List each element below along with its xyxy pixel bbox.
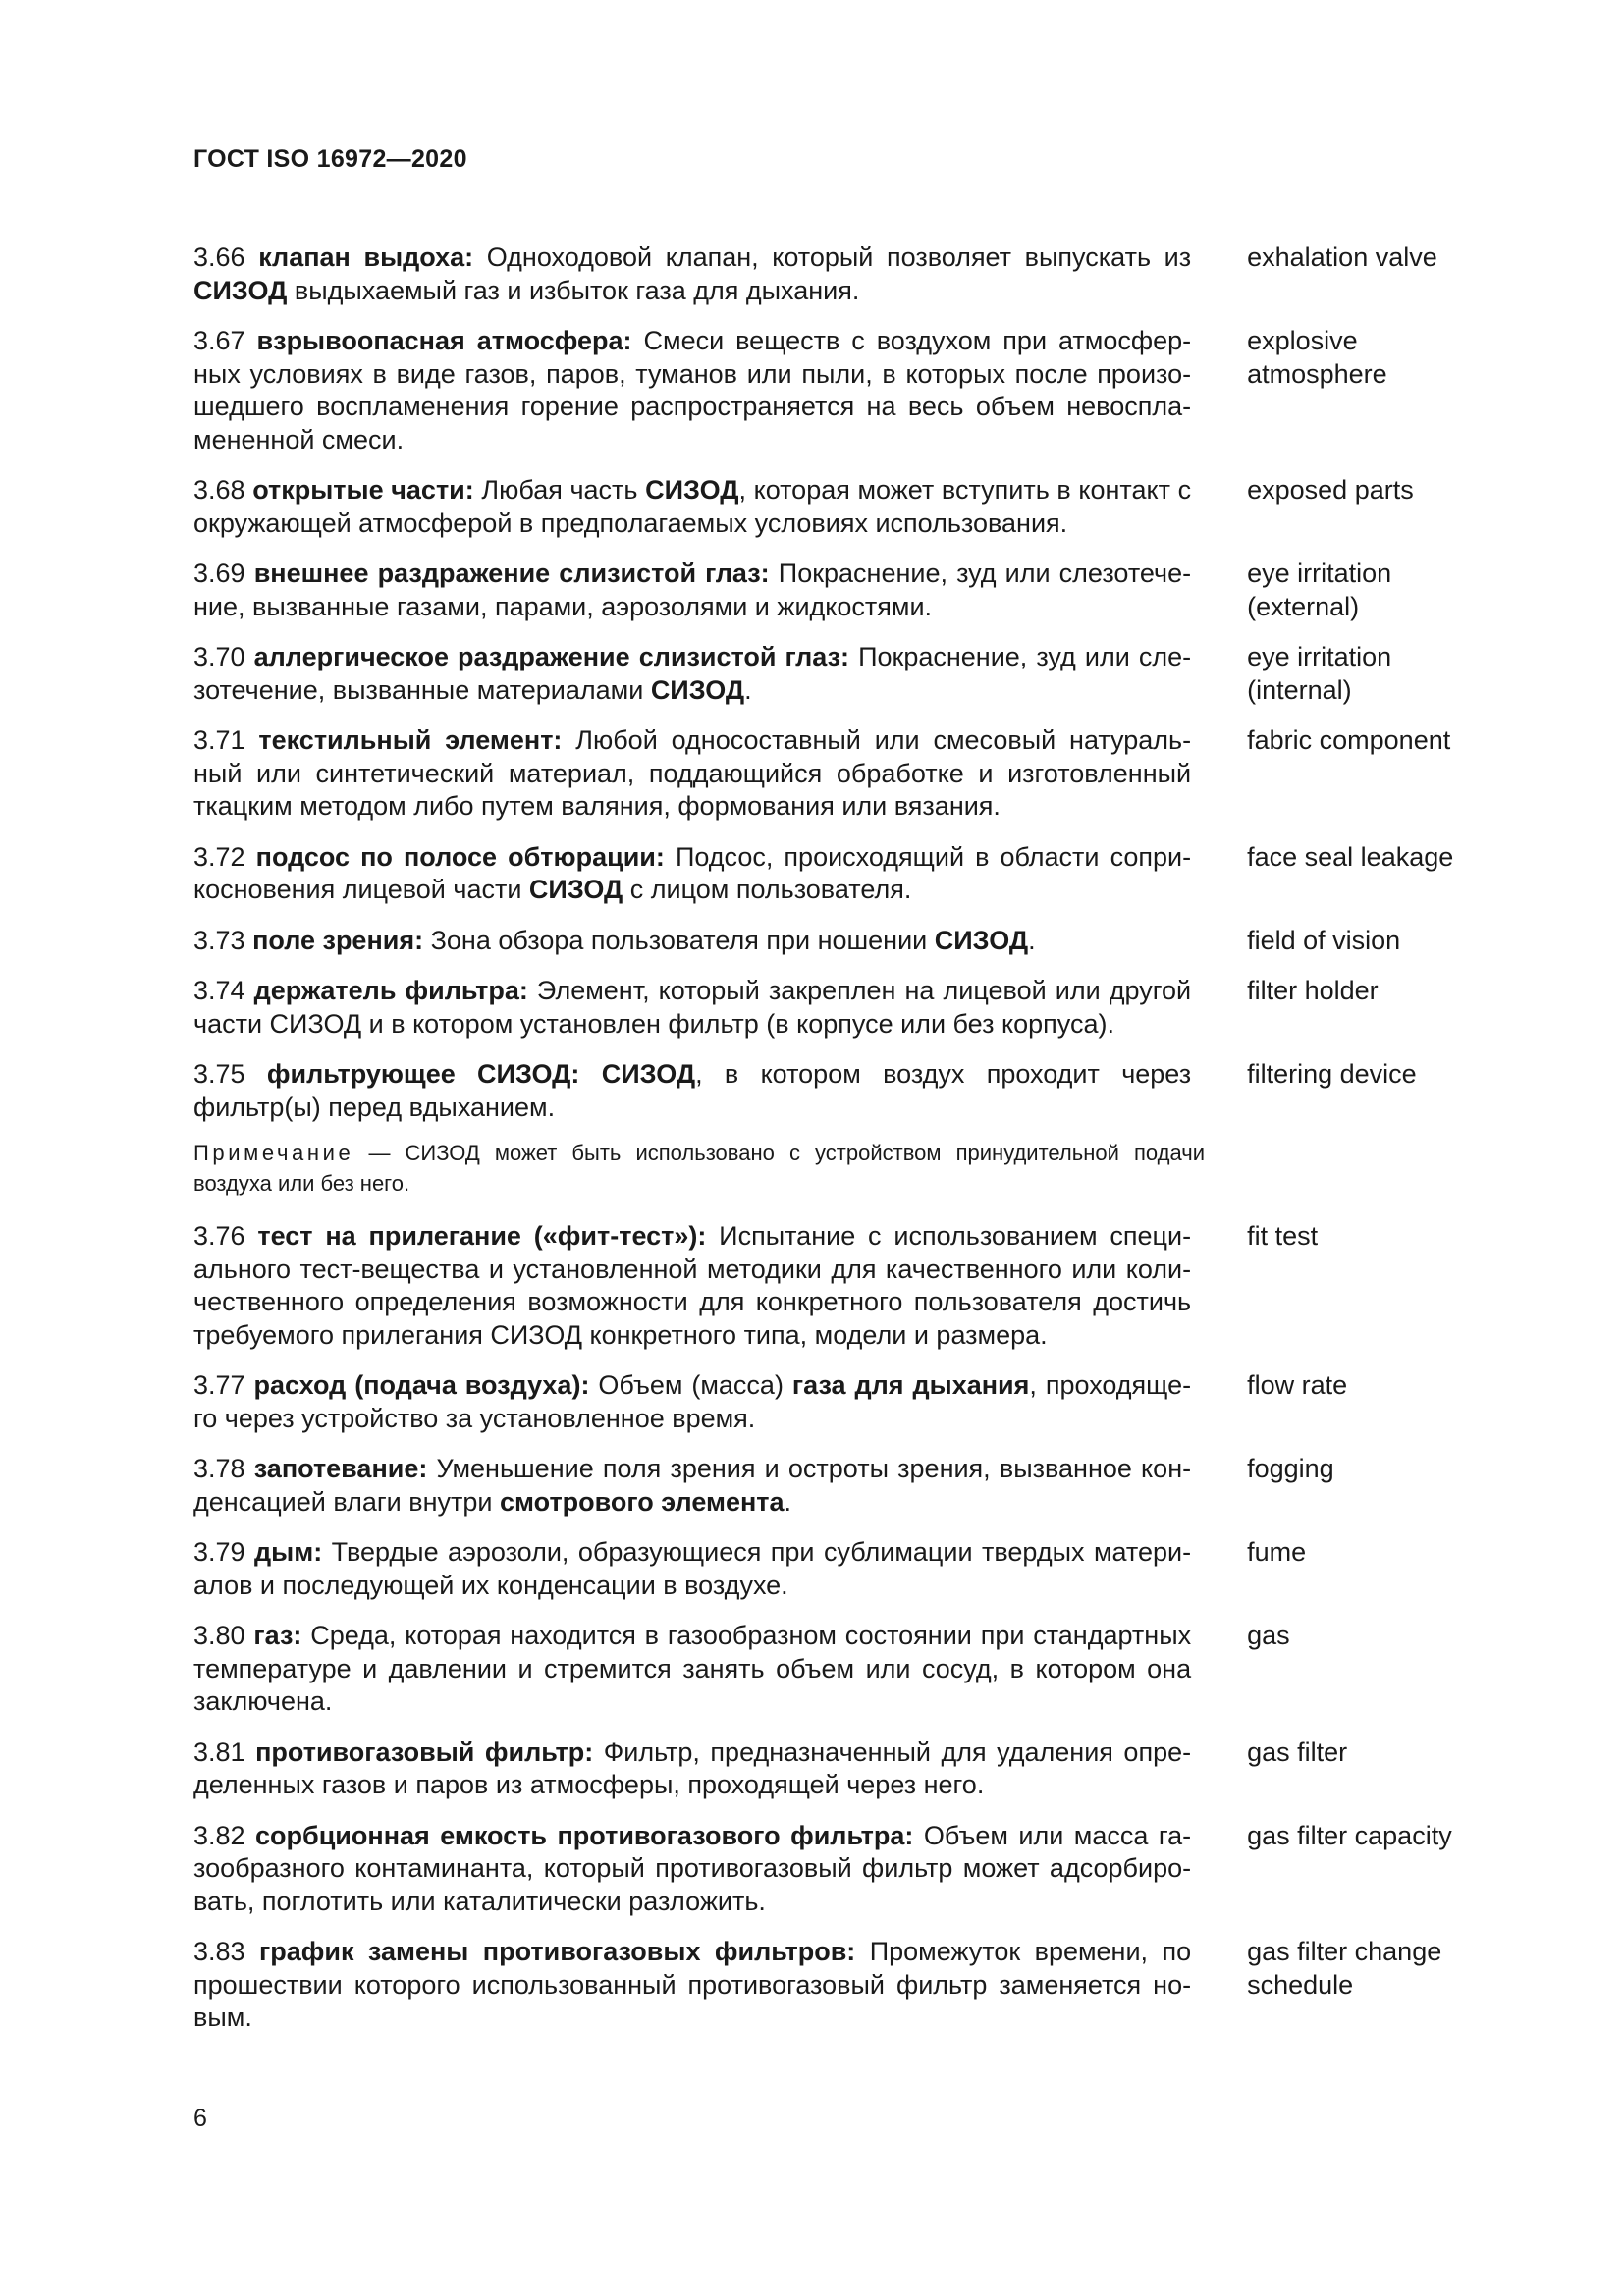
term-name: держатель фильтра: (253, 976, 528, 1005)
note (193, 1138, 1205, 1199)
term-definition: 3.67 взрывоопасная атмосфера: Смеси веществ с воздухом при атмосфер-ных условиях в виде газов, паров, туманов или пыли, в которых после произо-шедшего воспламенения горение распространяется на весь объем невоспла-мененной смеси. (193, 326, 1192, 454)
term-definition: 3.83 график замены противогазовых фильтров: Промежуток времени, по прошествии которого использованный противогазовый фильтр заменяется но-вым. (193, 1937, 1192, 2032)
english-equivalent: exhalation valve (1247, 242, 1437, 272)
term-name: внешнее раздражение слизистой глаз: (253, 559, 770, 588)
term-definition: 3.72 подсос по полосе обтюрации: Подсос, происходящий в области сопри-косновения лицевой части СИЗОД с лицом пользователя. (193, 841, 1192, 904)
term-definition: 3.73 поле зрения: Зона обзора пользователя при ношении СИЗОД. (193, 925, 1036, 955)
term-number: 3.73 (193, 925, 245, 955)
note-label: Примечание (193, 1141, 354, 1165)
term-definition: 3.76 тест на прилегание («фит-тест»): Испытание с использованием специ-ального тест-вещества и установленной методики для качественного или коли-чественного определения возможности для конкретного пользователя достичь требуемого прилегания СИЗОД конкретного типа, модели и размера. (193, 1221, 1192, 1350)
term-definition: 3.71 текстильный элемент: Любой односоставный или смесовый натураль-ный или синтетический материал, поддающийся обработке и изготовленный ткацким методом либо путем валяния, формования или вязания. (193, 725, 1192, 821)
term-entry (193, 1936, 1470, 2035)
term-name: подсос по полосе обтюрации: (255, 841, 665, 872)
term-definition: 3.69 внешнее раздражение слизистой глаз: Покраснение, зуд или слезотече-ние, вызванные газами, парами, аэрозолями и жидкостями. (193, 559, 1192, 621)
term-name: открытые части: (252, 475, 474, 505)
term-name: расход (подача воздуха): (253, 1370, 590, 1400)
english-equivalent: fabric component (1247, 725, 1451, 755)
english-equivalent: eye irritation (internal) (1247, 642, 1392, 705)
terms-list (193, 241, 1470, 2053)
term-entry (193, 724, 1470, 824)
term-entry (193, 1736, 1470, 1802)
term-number: 3.82 (193, 1820, 245, 1850)
term-number: 3.76 (193, 1221, 245, 1251)
term-entry (193, 925, 1470, 958)
term-definition: 3.81 противогазовый фильтр: Фильтр, предназначенный для удаления опре-деленных газов и паров из атмосферы, проходящей через него. (193, 1736, 1192, 1799)
term-entry (193, 325, 1470, 456)
term-name: дым: (254, 1537, 323, 1567)
term-name: поле зрения: (252, 925, 424, 955)
term-entry (193, 841, 1470, 907)
term-number: 3.81 (193, 1736, 245, 1767)
term-name: аллергическое раздражение слизистой глаз: (253, 642, 850, 671)
term-name: запотевание: (253, 1454, 428, 1483)
term-number: 3.74 (193, 976, 245, 1005)
term-definition: 3.79 дым: Твердые аэрозоли, образующиеся при сублимации твердых матери-алов и последующей их конденсации в воздухе. (193, 1537, 1192, 1600)
term-number: 3.70 (193, 642, 245, 671)
term-name: график замены противогазовых фильтров: (259, 1937, 856, 1966)
term-number: 3.67 (193, 326, 245, 355)
english-equivalent: gas filter capacity (1247, 1820, 1452, 1850)
term-entry (193, 975, 1470, 1041)
term-definition: 3.70 аллергическое раздражение слизистой глаз: Покраснение, зуд или сле-зотечение, вызванные материалами СИЗОД. (193, 642, 1192, 705)
term-definition: 3.68 открытые части: Любая часть СИЗОД, которая может вступить в контакт с окружающей атмосферой в предполагаемых условиях использования. (193, 475, 1192, 538)
english-equivalent: gas (1247, 1621, 1290, 1650)
term-name: противогазовый фильтр: (255, 1736, 594, 1767)
term-definition: 3.75 фильтрующее СИЗОД: СИЗОД, в котором воздух проходит через фильтр(ы) перед вдыханием. (193, 1059, 1192, 1122)
term-number: 3.79 (193, 1537, 245, 1567)
term-entry (193, 474, 1470, 540)
term-number: 3.69 (193, 559, 245, 588)
term-definition: 3.82 сорбционная емкость противогазового фильтра: Объем или масса га-зообразного контаминанта, который противогазовый фильтр может адсорбиро-вать, поглотить или каталитически разложить. (193, 1820, 1192, 1916)
english-equivalent: explosive atmosphere (1247, 326, 1387, 389)
term-entry (193, 558, 1470, 623)
term-number: 3.78 (193, 1454, 245, 1483)
english-equivalent: field of vision (1247, 925, 1401, 955)
term-number: 3.72 (193, 841, 245, 872)
english-equivalent: filter holder (1247, 976, 1379, 1005)
term-name: фильтрующее СИЗОД: (266, 1059, 580, 1089)
term-entry (193, 1820, 1470, 1919)
term-entry (193, 641, 1470, 707)
note-text: — СИЗОД может быть использовано с устройством принудительной подачи воздуха или без него. (193, 1141, 1205, 1196)
term-entry (193, 1369, 1470, 1435)
term-entry (193, 1220, 1470, 1352)
term-number: 3.75 (193, 1059, 245, 1089)
term-number: 3.83 (193, 1937, 245, 1966)
term-definition: 3.80 газ: Среда, которая находится в газообразном состоянии при стандартных температуре и давлении и стремится занять объем или сосуд, в котором она заключена. (193, 1621, 1192, 1716)
english-equivalent: eye irritation (external) (1247, 559, 1392, 621)
term-number: 3.77 (193, 1370, 245, 1400)
term-entry (193, 241, 1470, 307)
english-equivalent: face seal leakage (1247, 841, 1454, 872)
term-definition: 3.66 клапан выдоха: Одноходовой клапан, который позволяет выпускать из СИЗОД выдыхаемый газ и избыток газа для дыхания. (193, 242, 1192, 305)
term-name: взрывоопасная атмосфера: (256, 326, 632, 355)
term-definition: 3.74 держатель фильтра: Элемент, который закреплен на лицевой или другой части СИЗОД и в котором установлен фильтр (в корпусе или без корпуса). (193, 976, 1192, 1039)
english-equivalent: gas filter change schedule (1247, 1937, 1442, 2000)
term-number: 3.80 (193, 1621, 245, 1650)
term-entry (193, 1620, 1470, 1719)
english-equivalent: fume (1247, 1537, 1307, 1567)
term-name: сорбционная емкость противогазового фильтра: (255, 1820, 914, 1850)
english-equivalent: fogging (1247, 1454, 1334, 1483)
term-name: тест на прилегание («фит-тест»): (257, 1221, 707, 1251)
term-entry (193, 1058, 1470, 1124)
term-number: 3.71 (193, 725, 245, 755)
term-entry (193, 1536, 1470, 1602)
document-header: ГОСТ ISO 16972—2020 (193, 145, 467, 173)
english-equivalent: gas filter (1247, 1736, 1348, 1767)
term-name: газ: (253, 1621, 302, 1650)
english-equivalent: filtering device (1247, 1059, 1417, 1089)
english-equivalent: exposed parts (1247, 475, 1414, 505)
page-number: 6 (193, 2105, 207, 2132)
term-name: клапан выдоха: (258, 242, 474, 272)
english-equivalent: flow rate (1247, 1370, 1348, 1400)
term-definition: 3.77 расход (подача воздуха): Объем (масса) газа для дыхания, проходяще-го через устройство за установленное время. (193, 1370, 1192, 1433)
term-name: текстильный элемент: (258, 725, 563, 755)
term-number: 3.68 (193, 475, 245, 505)
term-definition: 3.78 запотевание: Уменьшение поля зрения и остроты зрения, вызванное кон-денсацией влаги внутри смотрового элемента. (193, 1454, 1192, 1517)
term-number: 3.66 (193, 242, 245, 272)
term-entry (193, 1453, 1470, 1519)
english-equivalent: fit test (1247, 1221, 1319, 1251)
